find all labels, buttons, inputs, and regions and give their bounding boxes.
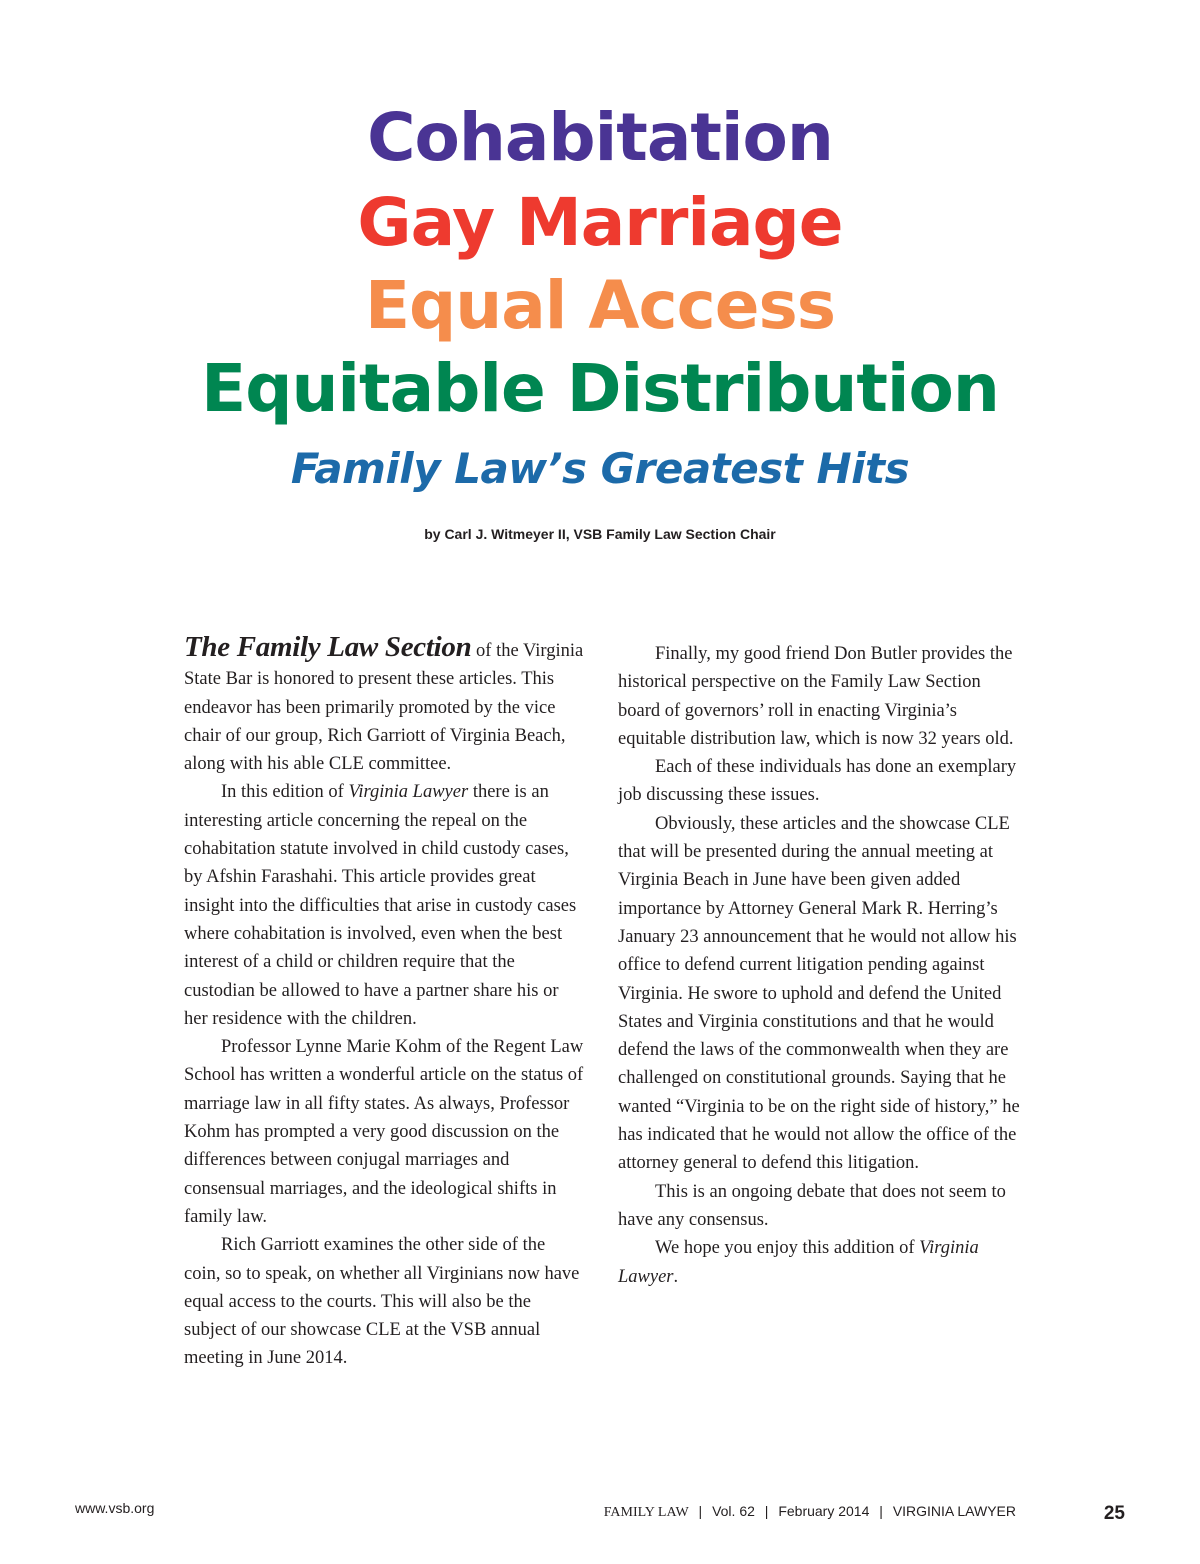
paragraph-closing (618, 1234, 1020, 1291)
paragraph-equal-access: Rich Garriott examines the other side of the coin, so to speak, on whether all Virginians now have equal access to the courts. This will also be the subject of our showcase CLE at the VSB annual meeting in June 2014. (184, 1235, 580, 1369)
headline-gay-marriage: Gay Marriage (357, 184, 843, 261)
headline-equal-access: Equal Access (364, 267, 836, 344)
footer-publication: VIRGINIA LAWYER (892, 1503, 1016, 1519)
footer-running-title (604, 1503, 1016, 1521)
article-column-right (618, 640, 1020, 1291)
byline: by Carl J. Witmeyer II, VSB Family Law Section Chair (424, 526, 776, 542)
paragraph-intro-text: of the Virginia State Bar is honored to present these articles. This endeavor has been primarily promoted by the vice chair of our group, Rich Garriott of Virginia Beach, along with his able CLE committee. (184, 641, 584, 775)
publication-title: Virginia Lawyer (618, 1238, 979, 1287)
paragraph-equitable-distribution: Finally, my good friend Don Butler provides the historical perspective on the Family Law Section board of governors’ roll in enacting Virginia’s equitable distribution law, which is now 32 years old. (618, 644, 1014, 749)
footer-separator: | (698, 1503, 703, 1519)
text-run: . (673, 1266, 679, 1287)
footer-website: www.vsb.org (75, 1500, 155, 1516)
text-run: there is an interesting article concerning the repeal on the cohabitation statute involved in child custody cases, by Afshin Farashahi. This article provides great insight into the difficulties that arise in custody cases where cohabitation is involved, even when the best interest of a child or children require that the custodian be allowed to have a partner share his or her residence with the children. (184, 782, 577, 1029)
publication-title: Virginia Lawyer (348, 782, 469, 803)
lead-in: The Family Law Section (184, 631, 472, 663)
footer-volume: Vol. 62 (712, 1503, 755, 1519)
paragraph-debate: This is an ongoing debate that does not seem to have any consensus. (618, 1181, 1006, 1230)
subtitle: Family Law’s Greatest Hits (290, 444, 910, 493)
paragraph-exemplary: Each of these individuals has done an exemplary job discussing these issues. (618, 757, 1017, 806)
paragraph-intro (184, 633, 586, 778)
footer-separator: | (764, 1503, 769, 1519)
paragraph-cohabitation (184, 778, 586, 1033)
paragraph-attorney-general: Obviously, these articles and the showcase CLE that will be presented during the annual meeting at Virginia Beach in June have been given added importance by Attorney General Mark R. Herring’s January 23 announcement that he would not allow his office to defend current litigation pending against Virginia. He swore to uphold and defend the United States and Virginia constitutions and that he would defend the laws of the commonwealth when they are challenged on constitutional grounds. Saying that he wanted “Virginia to be on the right side of history,” he has indicated that he would not allow the office of the attorney general to defend this litigation. (618, 813, 1020, 1174)
footer-section: FAMILY LAW (603, 1505, 689, 1520)
page-number: 25 (1103, 1503, 1125, 1524)
paragraph-marriage-law: Professor Lynne Marie Kohm of the Regent Law School has written a wonderful article on the status of marriage law in all fifty states. As always, Professor Kohm has prompted a very good discussion on the differences between conjugal marriages and consensual marriages, and the ideological shifts in family law. (184, 1037, 584, 1227)
footer-separator: | (879, 1503, 883, 1519)
text-run: We hope you enjoy this addition of (655, 1238, 920, 1259)
headline-cohabitation: Cohabitation (367, 99, 833, 176)
article-column-left (184, 633, 586, 1373)
text-run: In this edition of (221, 782, 349, 803)
headline-equitable-distribution: Equitable Distribution (201, 350, 999, 427)
footer-date: February 2014 (778, 1503, 870, 1519)
